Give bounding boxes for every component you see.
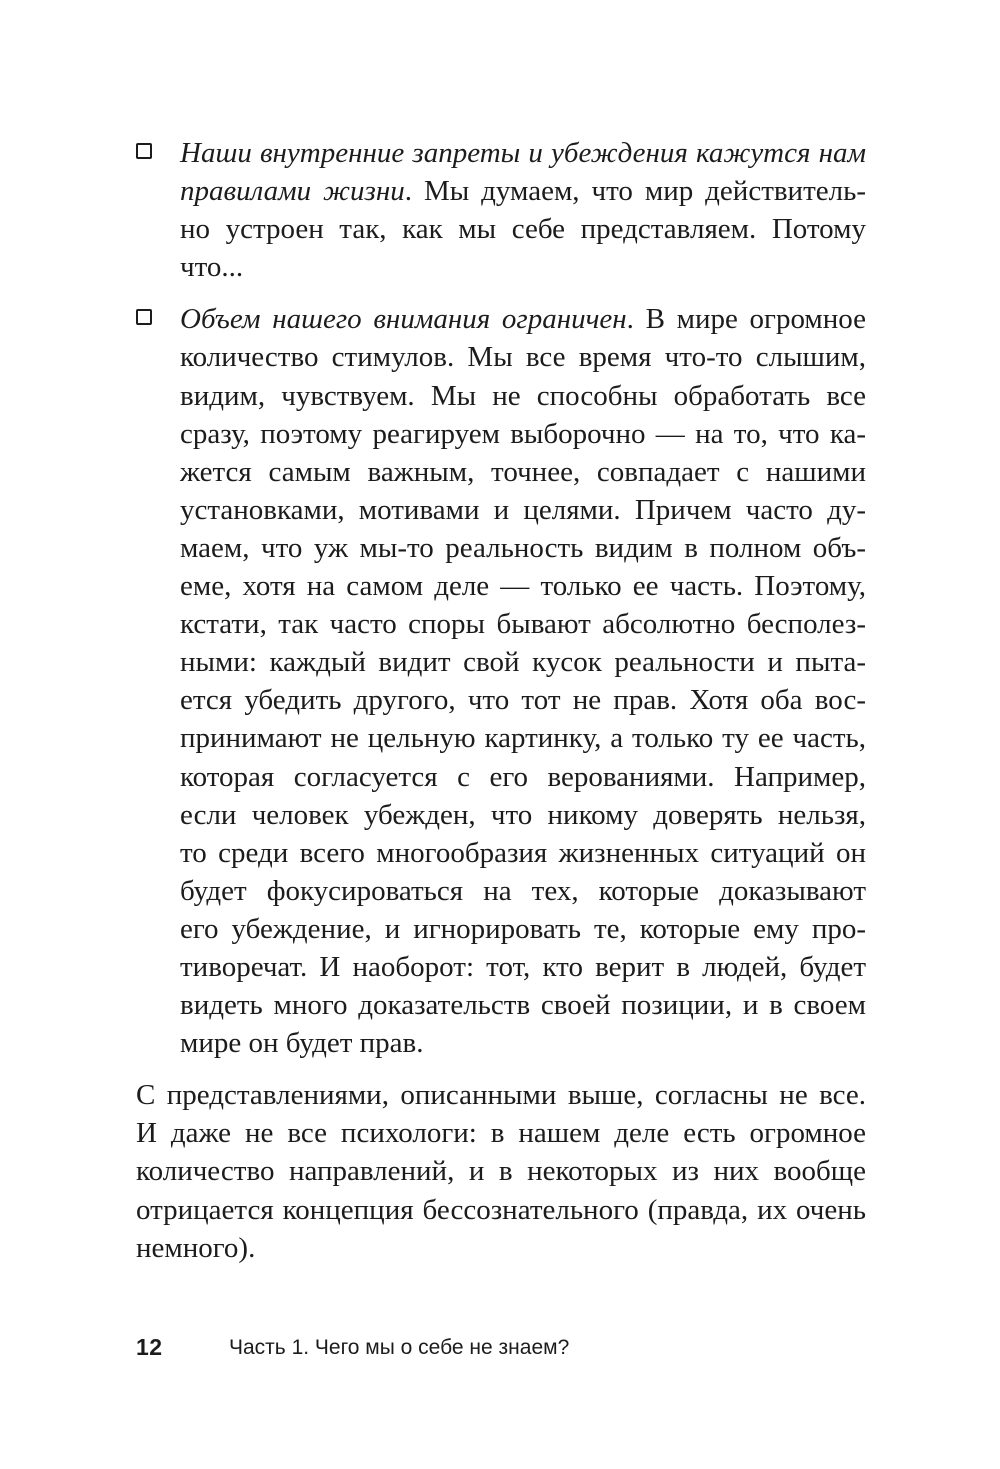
text-line: сразу, поэтому реагируем выборочно — на то, что ка- [180, 417, 866, 450]
text-line: что... [180, 251, 244, 284]
text-line: установками, мотивами и целями. Причем часто ду- [180, 493, 866, 526]
text-line: которая согласуется с его верованиями. Например, [180, 760, 866, 793]
text-line: еме, хотя на самом деле — только ее часть. Поэтому, [180, 570, 866, 603]
text-line: то среди всего многообразия жизненных ситуаций он [180, 836, 866, 869]
text-line: принимают не цельную картинку, а только ту ее часть, [180, 722, 866, 755]
text-line: количество стимулов. Мы все время что-то слышим, [180, 341, 866, 374]
page-number: 12 [136, 1334, 163, 1360]
text-line: мире он будет прав. [180, 1027, 424, 1060]
text-line: количество направлений, и в некоторых из них вообще [136, 1155, 866, 1188]
text-line: Объем нашего внимания ограничен. В мире огромное [180, 303, 866, 336]
checkbox-icon [136, 143, 152, 159]
text-line: будет фокусироваться на тех, которые доказывают [180, 874, 866, 907]
text-line: тиворечат. И наоборот: тот, кто верит в людей, будет [180, 950, 866, 983]
text-line: И даже не все психологи: в нашем деле есть огромное [136, 1117, 866, 1150]
text-line: ными: каждый видит свой кусок реальности и пыта- [180, 646, 866, 679]
text-line: кстати, так часто споры бывают абсолютно бесполез- [180, 608, 866, 641]
checkbox-icon [136, 309, 152, 325]
page-body [136, 134, 866, 1267]
bullet-item [136, 300, 866, 1062]
text-line: видим, чувствуем. Мы не способны обработать все [180, 379, 866, 412]
text-line: немного). [136, 1231, 256, 1264]
text-line: С представлениями, описанными выше, согласны не все. [136, 1079, 866, 1112]
text-line: но устроен так, как мы себе представляем. Потому [180, 213, 866, 246]
body-paragraph [136, 1076, 866, 1266]
text-line: если человек убежден, что никому доверять нельзя, [180, 798, 866, 831]
text-line: маем, что уж мы-то реальность видим в полном объ- [180, 531, 866, 564]
text-line: жется самым важным, точнее, совпадает с нашими [180, 455, 866, 488]
text-line: его убеждение, и игнорировать те, которые ему про- [180, 912, 866, 945]
bullet-item [136, 134, 866, 286]
text-line: Наши внутренние запреты и убеждения кажутся нам [180, 137, 866, 169]
running-head: Часть 1. Чего мы о себе не знаем? [229, 1336, 570, 1359]
text-line: отрицается концепция бессознательного (правда, их очень [136, 1193, 866, 1226]
text-line: видеть много доказательств своей позиции, и в своем [180, 989, 866, 1022]
text-line: ется убедить другого, что тот не прав. Хотя оба вос- [180, 684, 866, 717]
text-line: правилами жизни. Мы думаем, что мир действитель- [180, 175, 866, 208]
